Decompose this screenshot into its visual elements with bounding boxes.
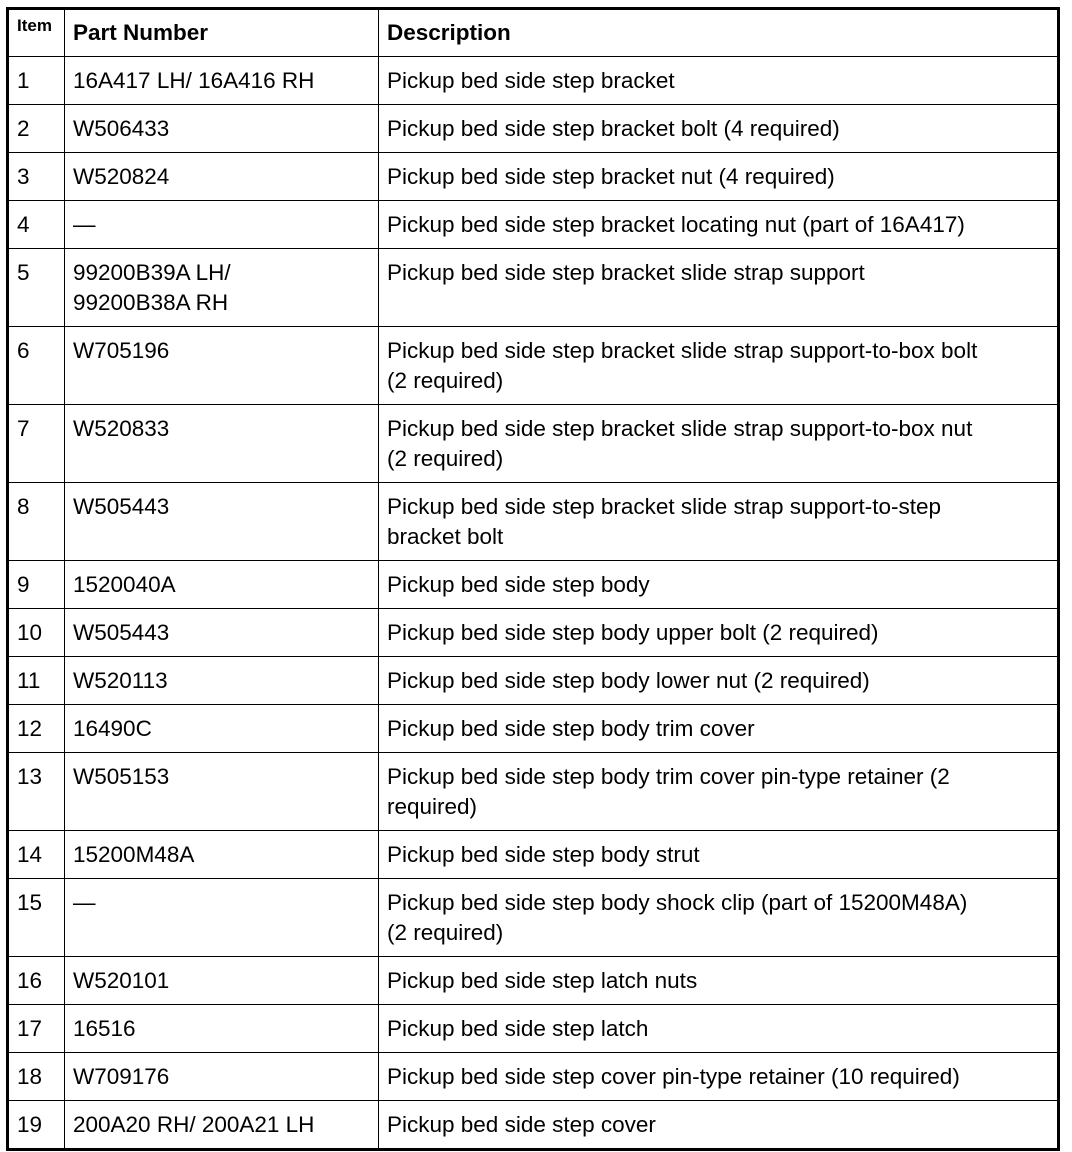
table-row (8, 249, 1059, 327)
description-line: required) (387, 794, 478, 819)
description-cell: Pickup bed side step bracket slide strap support (379, 249, 1059, 327)
description-cell: Pickup bed side step bracket nut (4 required) (379, 153, 1059, 201)
part-number-line: 99200B38A RH (73, 290, 229, 315)
item-cell: 14 (8, 831, 65, 879)
description-line: Pickup bed side step bracket slide strap support-to-box bolt (387, 338, 978, 363)
part-number-line: 99200B39A LH/ (73, 260, 231, 285)
item-cell: 19 (8, 1101, 65, 1150)
item-cell: 3 (8, 153, 65, 201)
description-cell: Pickup bed side step bracket bolt (4 required) (379, 105, 1059, 153)
parts-table-container (6, 7, 1057, 1151)
table-row (8, 561, 1059, 609)
description-cell: Pickup bed side step latch nuts (379, 957, 1059, 1005)
part-number-cell: — (65, 201, 379, 249)
item-cell: 1 (8, 57, 65, 105)
table-row (8, 1053, 1059, 1101)
description-cell: Pickup bed side step body lower nut (2 required) (379, 657, 1059, 705)
table-row (8, 201, 1059, 249)
part-number-cell: 16A417 LH/ 16A416 RH (65, 57, 379, 105)
parts-table (6, 7, 1060, 1151)
item-cell: 13 (8, 753, 65, 831)
part-number-cell: W705196 (65, 327, 379, 405)
part-number-cell: 16516 (65, 1005, 379, 1053)
item-cell: 18 (8, 1053, 65, 1101)
part-number-cell: W505443 (65, 609, 379, 657)
part-number-cell: — (65, 879, 379, 957)
item-cell: 5 (8, 249, 65, 327)
part-number-cell: W505153 (65, 753, 379, 831)
description-cell (379, 405, 1059, 483)
part-number-cell: 1520040A (65, 561, 379, 609)
table-row (8, 483, 1059, 561)
part-number-cell: W506433 (65, 105, 379, 153)
description-cell (379, 879, 1059, 957)
part-number-cell: W520833 (65, 405, 379, 483)
description-line: (2 required) (387, 446, 504, 471)
table-row (8, 705, 1059, 753)
table-row (8, 753, 1059, 831)
description-cell: Pickup bed side step body (379, 561, 1059, 609)
description-cell (379, 327, 1059, 405)
table-row (8, 405, 1059, 483)
table-row (8, 1101, 1059, 1150)
part-number-cell (65, 249, 379, 327)
description-cell (379, 753, 1059, 831)
description-cell: Pickup bed side step cover pin-type retainer (10 required) (379, 1053, 1059, 1101)
description-line: Pickup bed side step bracket slide strap support-to-box nut (387, 416, 973, 441)
table-row (8, 1005, 1059, 1053)
part-number-cell: 16490C (65, 705, 379, 753)
item-cell: 11 (8, 657, 65, 705)
item-cell: 2 (8, 105, 65, 153)
description-cell: Pickup bed side step body upper bolt (2 required) (379, 609, 1059, 657)
part-number-cell: 15200M48A (65, 831, 379, 879)
header-description: Description (379, 9, 1059, 57)
table-row (8, 327, 1059, 405)
description-line: (2 required) (387, 920, 504, 945)
item-cell: 16 (8, 957, 65, 1005)
description-cell: Pickup bed side step cover (379, 1101, 1059, 1150)
header-part-number: Part Number (65, 9, 379, 57)
description-cell: Pickup bed side step bracket locating nut (part of 16A417) (379, 201, 1059, 249)
part-number-cell: W520824 (65, 153, 379, 201)
item-cell: 10 (8, 609, 65, 657)
item-cell: 8 (8, 483, 65, 561)
description-cell: Pickup bed side step body strut (379, 831, 1059, 879)
table-row (8, 879, 1059, 957)
part-number-cell: W505443 (65, 483, 379, 561)
item-cell: 17 (8, 1005, 65, 1053)
item-cell: 12 (8, 705, 65, 753)
description-line: Pickup bed side step body trim cover pin-type retainer (2 (387, 764, 950, 789)
description-cell: Pickup bed side step latch (379, 1005, 1059, 1053)
description-cell: Pickup bed side step body trim cover (379, 705, 1059, 753)
item-cell: 7 (8, 405, 65, 483)
description-cell (379, 483, 1059, 561)
part-number-cell: W520101 (65, 957, 379, 1005)
item-cell: 6 (8, 327, 65, 405)
table-row (8, 957, 1059, 1005)
part-number-cell: 200A20 RH/ 200A21 LH (65, 1101, 379, 1150)
item-cell: 15 (8, 879, 65, 957)
description-line: bracket bolt (387, 524, 504, 549)
table-row (8, 609, 1059, 657)
table-row (8, 153, 1059, 201)
table-header-row (8, 9, 1059, 57)
item-cell: 9 (8, 561, 65, 609)
table-row (8, 105, 1059, 153)
table-row (8, 831, 1059, 879)
table-row (8, 657, 1059, 705)
table-row (8, 57, 1059, 105)
header-item: Item (8, 9, 65, 57)
description-line: Pickup bed side step body shock clip (part of 15200M48A) (387, 890, 968, 915)
part-number-cell: W520113 (65, 657, 379, 705)
description-line: (2 required) (387, 368, 504, 393)
description-line: Pickup bed side step bracket slide strap support-to-step (387, 494, 942, 519)
description-cell: Pickup bed side step bracket (379, 57, 1059, 105)
part-number-cell: W709176 (65, 1053, 379, 1101)
item-cell: 4 (8, 201, 65, 249)
